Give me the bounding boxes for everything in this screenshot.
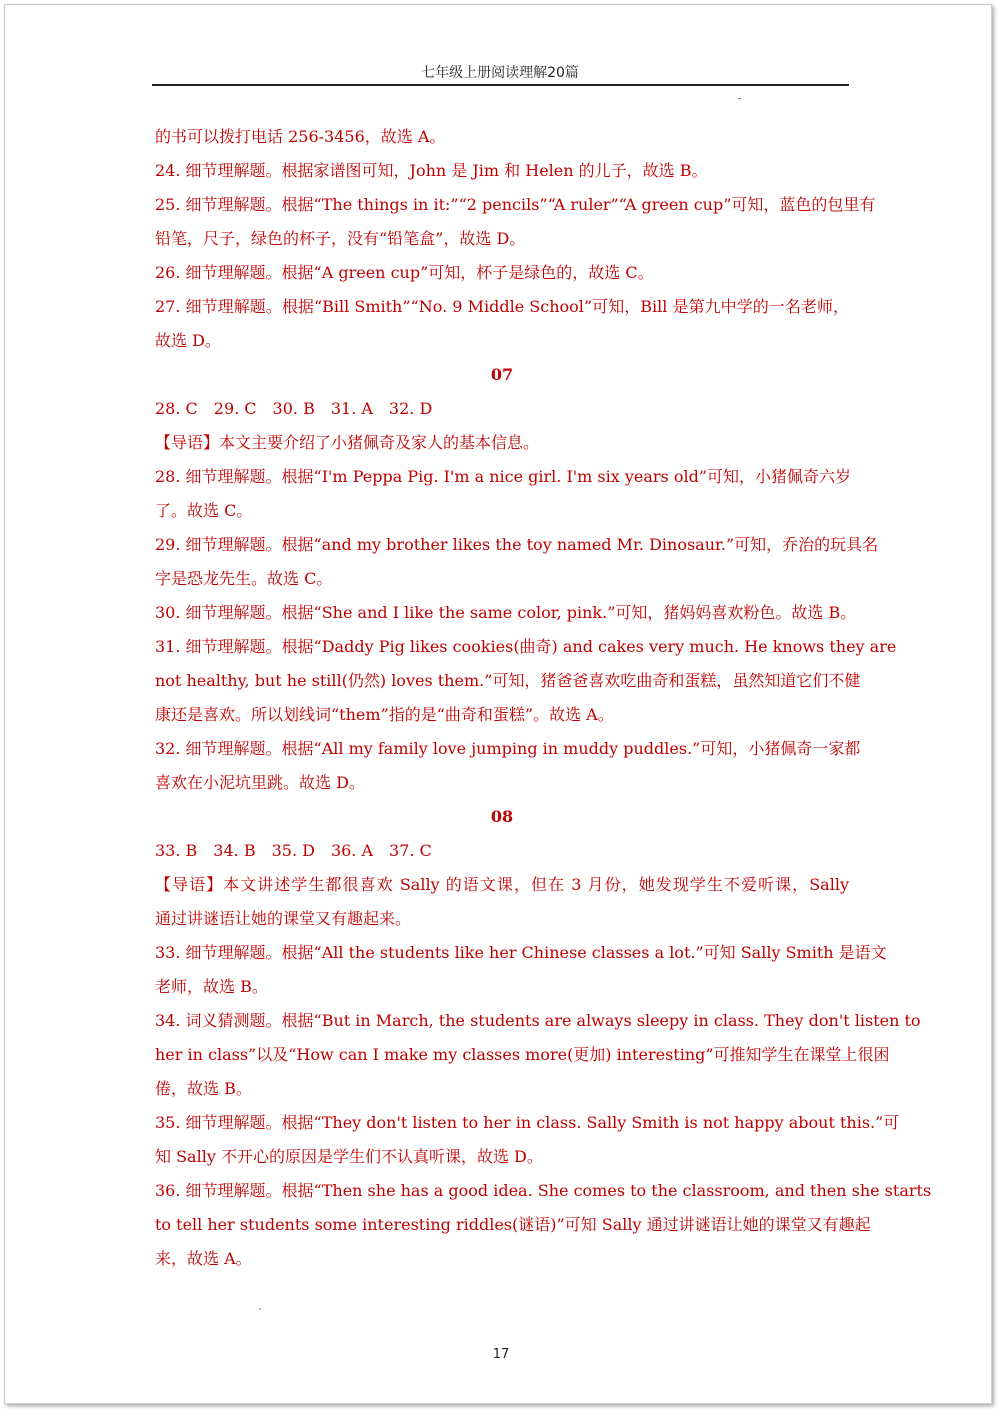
text-line: 铅笔，尺子，绿色的杯子，没有“铅笔盒”，故选 D。 xyxy=(155,229,526,248)
text-line: 了。故选 C。 xyxy=(155,501,253,520)
text-line: 24. 细节理解题。根据家谱图可知，John 是 Jim 和 Helen 的儿子，故选 B。 xyxy=(155,161,708,180)
text-line: 知 Sally 不开心的原因是学生们不认真听课，故选 D。 xyxy=(155,1147,543,1166)
text-line: 通过讲谜语让她的课堂又有趣起来。 xyxy=(155,909,412,928)
text-line: 36. 细节理解题。根据“Then she has a good idea. She comes to the classroom, and then she starts xyxy=(155,1181,932,1200)
intro-line: 【导语】本文主要介绍了小猪佩奇及家人的基本信息。 xyxy=(155,433,540,452)
text-line: 来，故选 A。 xyxy=(155,1249,252,1268)
section-heading: 07 xyxy=(490,365,514,384)
answer-key-line: 28. C 29. C 30. B 31. A 32. D xyxy=(155,399,433,418)
text-line: 33. 细节理解题。根据“All the students like her Chinese classes a lot.”可知 Sally Smith 是语文 xyxy=(155,943,887,962)
text-line: to tell her students some interesting riddles(谜语)”可知 Sally 通过讲谜语让她的课堂又有趣起 xyxy=(155,1215,871,1234)
text-line: her in class”以及“How can I make my classes more(更加) interesting”可推知学生在课堂上很困 xyxy=(155,1045,890,1064)
stray-dot xyxy=(259,1308,261,1310)
text-line: 的书可以拨打电话 256-3456，故选 A。 xyxy=(155,127,446,146)
header-rule xyxy=(152,84,849,86)
intro-line: 【导语】本文讲述学生都很喜欢 Sally 的语文课，但在 3 月份，她发现学生不爱听课，Sally xyxy=(155,875,849,894)
text-line: not healthy, but he still(仍然) loves them.”可知，猪爸爸喜欢吃曲奇和蛋糕，虽然知道它们不健 xyxy=(155,671,861,690)
page-header-title: 七年级上册阅读理解20篇 xyxy=(421,65,579,81)
text-line: 34. 词义猜测题。根据“But in March, the students are always sleepy in class. They don't listen to xyxy=(155,1011,921,1030)
text-line: 29. 细节理解题。根据“and my brother likes the toy named Mr. Dinosaur.”可知，乔治的玩具名 xyxy=(155,535,879,554)
text-line: 31. 细节理解题。根据“Daddy Pig likes cookies(曲奇) and cakes very much. He knows they are xyxy=(155,637,897,656)
text-line: 25. 细节理解题。根据“The things in it:”“2 pencils”“A ruler”“A green cup”可知，蓝色的包里有 xyxy=(155,195,876,214)
answer-key-line: 33. B 34. B 35. D 36. A 37. C xyxy=(155,841,432,860)
text-line: 27. 细节理解题。根据“Bill Smith”“No. 9 Middle School”可知，Bill 是第九中学的一名老师， xyxy=(155,297,849,316)
text-line: 28. 细节理解题。根据“I'm Peppa Pig. I'm a nice girl. I'm six years old”可知，小猪佩奇六岁 xyxy=(155,467,852,486)
section-heading: 08 xyxy=(490,807,514,826)
answer-content xyxy=(155,120,932,1276)
text-line: 字是恐龙先生。故选 C。 xyxy=(155,569,333,588)
text-line: 30. 细节理解题。根据“She and I like the same color, pink.”可知，猪妈妈喜欢粉色。故选 B。 xyxy=(155,603,857,622)
text-line: 35. 细节理解题。根据“They don't listen to her in class. Sally Smith is not happy about this.”可 xyxy=(155,1113,900,1132)
text-line: 老师，故选 B。 xyxy=(155,977,268,996)
text-line: 康还是喜欢。所以划线词“them”指的是“曲奇和蛋糕”。故选 A。 xyxy=(155,705,614,724)
header-tick-mark xyxy=(738,98,741,99)
text-line: 倦，故选 B。 xyxy=(155,1079,252,1098)
text-line: 故选 D。 xyxy=(155,331,221,350)
text-line: 26. 细节理解题。根据“A green cup”可知，杯子是绿色的，故选 C。 xyxy=(155,263,654,282)
page-number: 17 xyxy=(492,1347,510,1362)
text-line: 32. 细节理解题。根据“All my family love jumping in muddy puddles.”可知，小猪佩奇一家都 xyxy=(155,739,861,758)
text-line: 喜欢在小泥坑里跳。故选 D。 xyxy=(155,773,365,792)
